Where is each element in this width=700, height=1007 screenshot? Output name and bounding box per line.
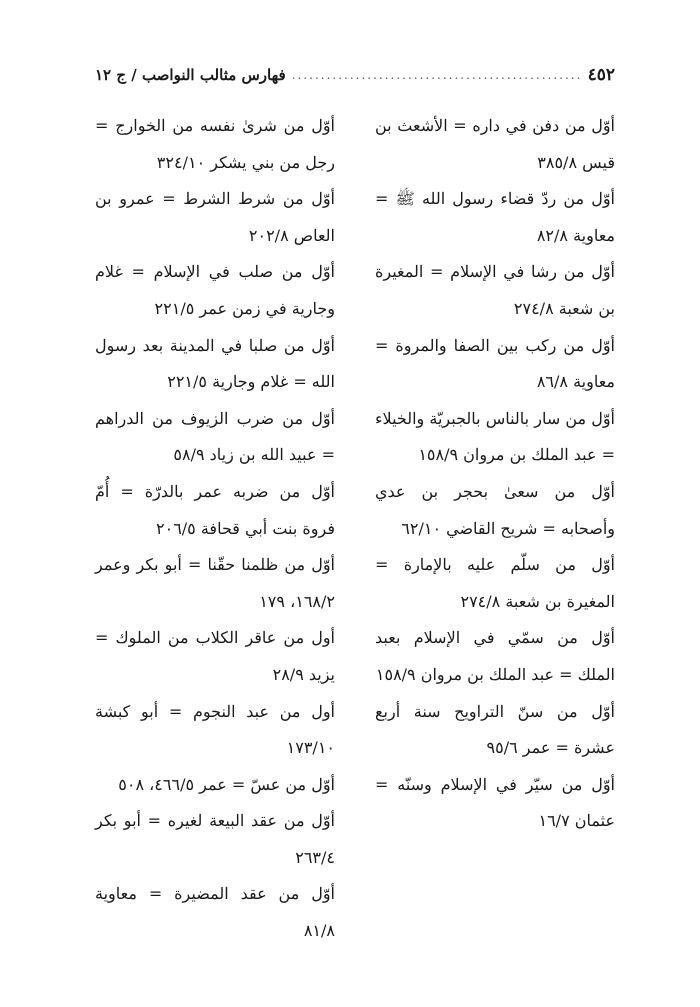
- right-column: [375, 108, 615, 840]
- running-title: فهارس مثالب النواصب / ج ١٢: [95, 66, 286, 84]
- index-entry: أوّل من سعىٰ بحجر بن عدي وأصحابه = شريح القاضي ٦٢/١٠: [375, 481, 615, 538]
- index-entry: أوّل من سلّم عليه بالإمارة = المغيرة بن شعبة ٢٧٤/٨: [375, 555, 615, 611]
- index-entry: أوّل من ركب بين الصفا والمروة = معاوية ٨٦/٨: [375, 335, 615, 392]
- index-entry: أوّل من سار بالناس بالجبريّة والخيلاء = عبد الملك بن مروان ١٥٨/٩: [375, 408, 615, 465]
- index-entry: أوّل من عسّ = عمر ٤٦٦/٥، ٥٠٨: [118, 774, 335, 794]
- index-entry: أوّل من سمّي في الإسلام بعبد الملك = عبد الملك بن مروان ١٥٨/٩: [375, 628, 615, 684]
- index-entry: أوّل من ظلمنا حقّنا = أبو بكر وعمر ١٦٨/٢، ١٧٩: [95, 555, 335, 611]
- leader-dots: [292, 68, 582, 82]
- index-entry: أوّل من شرط الشرط = عمرو بن العاص ٢٠٢/٨: [95, 189, 335, 245]
- index-entry: أوّل من شرىٰ نفسه من الخوارج = رجل من بني يشكر ٣٢٤/١٠: [95, 116, 335, 172]
- index-entry: أوّل من ردّ قضاء رسول الله ﷺ = معاوية ٨٢/٨: [375, 189, 615, 245]
- index-entry: أوّل من سيّر في الإسلام وسنّه = عثمان ١٦/٧: [375, 774, 615, 831]
- index-entry: أول من عاقر الكلاب من الملوك = يزيد ٢٨/٩: [95, 628, 335, 684]
- running-header: [95, 62, 615, 88]
- index-entry: أوّل من عقد البيعة لغيره = أبو بكر ٢٦٣/٤: [95, 811, 335, 867]
- index-entry: أوّل من ضرب الزيوف من الدراهم = عبيد الله بن زياد ٥٨/٩: [95, 408, 335, 465]
- index-entry: أوّل من دفن في داره = الأشعث بن قيس ٣٨٥/٨: [375, 116, 615, 172]
- index-entry: أوّل من رشا في الإسلام = المغيرة بن شعبة ٢٧٤/٨: [375, 262, 615, 318]
- index-entry: أوّل من عقد المضيرة = معاوية ٨١/٨: [95, 884, 335, 941]
- index-entry: أوّل من سنّ التراويح سنة أربع عشرة = عمر ٩٥/٦: [375, 701, 615, 758]
- page-number: ٤٥٢: [587, 65, 615, 85]
- index-entry: أوّل من صلبا في المدينة بعد رسول الله = غلام وجارية ٢٢١/٥: [95, 335, 335, 392]
- index-entry: أوّل من ضربه عمر بالدرّة = أُمّ فروة بنت أبي قحافة ٢٠٦/٥: [95, 481, 335, 538]
- index-entry: أول من عبد النجوم = أبو كبشة ١٧٣/١٠: [95, 701, 335, 758]
- left-column: [95, 108, 335, 950]
- index-entry: أوّل من صلب في الإسلام = غلام وجارية في زمن عمر ٢٢١/٥: [95, 262, 335, 318]
